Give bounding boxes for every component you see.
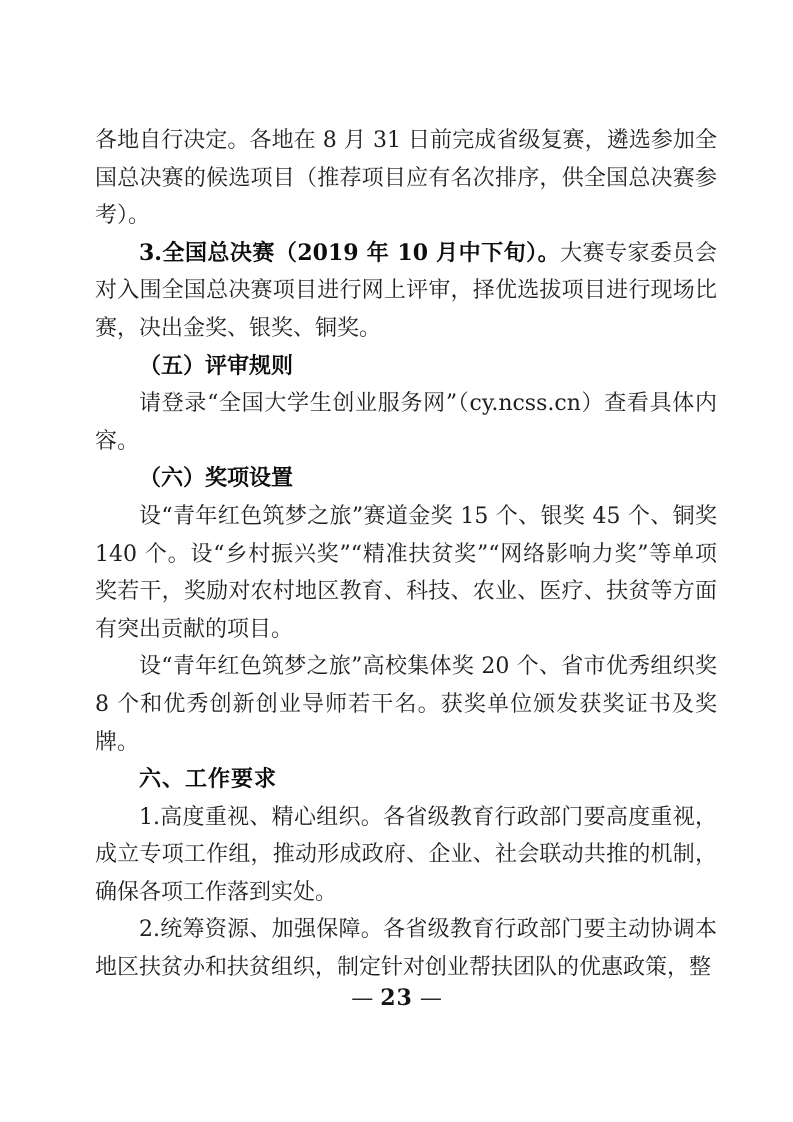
- paragraph-national-final-bold-lead: 3.全国总决赛（2019 年 10 月中下旬）。: [139, 239, 561, 266]
- paragraph-resources-support: 2.统筹资源、加强保障。各省级教育行政部门要主动协调本地区扶贫办和扶贫组织，制定针对创业帮扶团队的优惠政策，整: [95, 917, 717, 981]
- paragraph-collective-awards: 设“青年红色筑梦之旅”高校集体奖 20 个、省市优秀组织奖 8 个和优秀创新创业导师若干名。获奖单位颁发获奖证书及奖牌。: [95, 654, 717, 755]
- page-number: 23: [380, 985, 413, 1011]
- page-number-footer: [0, 983, 793, 1014]
- paragraph-national-final: [95, 235, 717, 348]
- page-number-dash-right: —: [419, 986, 442, 1011]
- paragraph-review-website: 请登录“全国大学生创业服务网”（cy.ncss.cn）查看具体内容。: [95, 391, 717, 454]
- chapter-heading-work-requirements: 六、工作要求: [139, 767, 278, 793]
- section-heading-review-rules: （五）评审规则: [139, 352, 294, 379]
- document-body: [95, 122, 717, 987]
- paragraph-provincial-semifinal: 各地自行决定。各地在 8 月 31 日前完成省级复赛，遴选参加全国总决赛的候选项目（推荐项目应有名次排序，供全国总决赛参考）。: [95, 128, 717, 229]
- paragraph-national-final-rest: 大赛专家委员会对入围全国总决赛项目进行网上评审，择优选拔项目进行现场比赛，决出金奖、银奖、铜奖。: [95, 240, 717, 341]
- paragraph-track-awards: 设“青年红色筑梦之旅”赛道金奖 15 个、银奖 45 个、铜奖 140 个。设“乡村振兴奖”“精准扶贫奖”“网络影响力奖”等单项奖若干，奖励对农村地区教育、科技、农业、医疗、扶贫等方面有突出贡献的项目。: [95, 503, 717, 642]
- page-number-dash-left: —: [351, 986, 374, 1011]
- section-heading-award-setup: （六）奖项设置: [139, 465, 294, 492]
- paragraph-organization: 1.高度重视、精心组织。各省级教育行政部门要高度重视，成立专项工作组，推动形成政府、企业、社会联动共推的机制，确保各项工作落到实处。: [95, 804, 717, 905]
